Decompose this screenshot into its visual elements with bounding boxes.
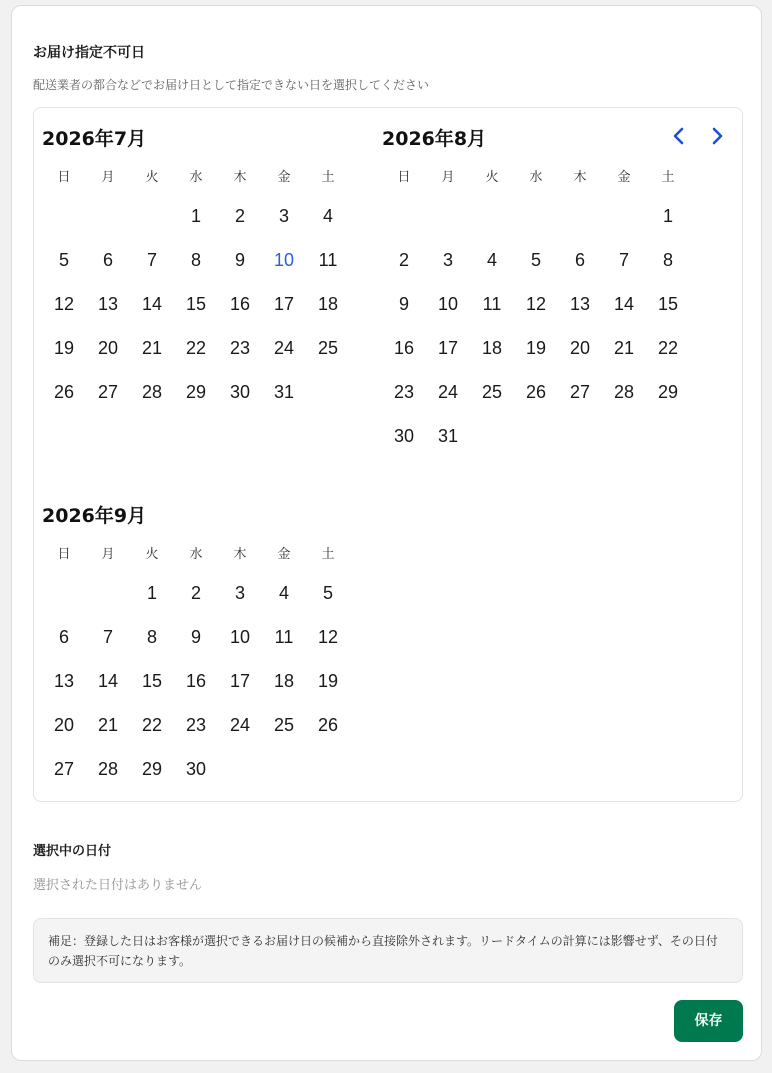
day-cell[interactable]: 6 [102, 250, 113, 270]
day-cell[interactable]: 1 [146, 583, 157, 603]
day-cell[interactable]: 4 [278, 583, 289, 603]
weekday-label: 月 [441, 170, 455, 185]
month-title: 2026年7月 [42, 128, 147, 150]
day-cell[interactable]: 13 [569, 294, 591, 314]
selected-dates-title: 選択中の日付 [33, 844, 112, 859]
day-cell[interactable]: 26 [53, 382, 75, 402]
day-cell[interactable]: 25 [481, 382, 503, 402]
save-button[interactable]: 保存 [674, 1000, 743, 1042]
weekday-label: 日 [397, 170, 411, 185]
day-cell[interactable]: 27 [53, 759, 75, 779]
day-cell[interactable]: 18 [317, 294, 339, 314]
day-cell[interactable]: 29 [657, 382, 679, 402]
day-cell[interactable]: 8 [146, 627, 157, 647]
month-title: 2026年8月 [382, 128, 487, 150]
note-box [33, 918, 743, 983]
day-cell[interactable]: 31 [273, 382, 295, 402]
day-cell[interactable]: 18 [481, 338, 503, 358]
section-title: お届け指定不可日 [33, 45, 145, 61]
day-cell[interactable]: 22 [141, 715, 163, 735]
day-cell[interactable]: 9 [234, 250, 245, 270]
day-cell[interactable]: 2 [398, 250, 409, 270]
day-cell[interactable]: 3 [278, 206, 289, 226]
day-cell[interactable]: 28 [141, 382, 163, 402]
day-cell[interactable]: 30 [393, 426, 415, 446]
day-cell[interactable]: 1 [662, 206, 673, 226]
day-cell[interactable]: 1 [190, 206, 201, 226]
day-cell[interactable]: 9 [398, 294, 409, 314]
day-cell[interactable]: 16 [229, 294, 251, 314]
day-cell[interactable]: 17 [437, 338, 459, 358]
day-cell[interactable]: 10 [273, 250, 295, 270]
day-cell[interactable]: 16 [185, 671, 207, 691]
day-cell[interactable]: 3 [234, 583, 245, 603]
day-cell[interactable]: 14 [141, 294, 163, 314]
day-cell[interactable]: 14 [613, 294, 635, 314]
day-cell[interactable]: 29 [185, 382, 207, 402]
day-cell[interactable]: 27 [569, 382, 591, 402]
day-cell[interactable]: 5 [58, 250, 69, 270]
calendar-panel [33, 107, 743, 802]
day-cell[interactable]: 12 [317, 627, 339, 647]
day-cell[interactable]: 4 [322, 206, 333, 226]
day-cell[interactable]: 9 [190, 627, 201, 647]
day-cell[interactable]: 3 [442, 250, 453, 270]
day-cell[interactable]: 19 [525, 338, 547, 358]
weekday-header [42, 166, 350, 186]
weekday-label: 日 [57, 547, 71, 562]
day-cell[interactable]: 20 [53, 715, 75, 735]
day-cell[interactable]: 24 [229, 715, 251, 735]
day-cell[interactable]: 26 [317, 715, 339, 735]
weekday-label: 日 [57, 170, 71, 185]
month-title: 2026年9月 [42, 505, 147, 527]
day-cell[interactable]: 21 [141, 338, 163, 358]
day-cell[interactable]: 23 [393, 382, 415, 402]
day-cell[interactable]: 18 [273, 671, 295, 691]
day-cell[interactable]: 4 [486, 250, 497, 270]
weekday-label: 月 [101, 547, 115, 562]
next-month-button[interactable] [703, 124, 731, 152]
day-cell[interactable]: 27 [97, 382, 119, 402]
day-cell[interactable]: 13 [53, 671, 75, 691]
day-cell[interactable]: 15 [657, 294, 679, 314]
day-cell[interactable]: 24 [273, 338, 295, 358]
day-cell[interactable]: 30 [229, 382, 251, 402]
section-description: 配送業者の都合などでお届け日として指定できない日を選択してください [33, 78, 430, 92]
note-text: 補足：登録した日はお客様が選択できるお届け日の候補から直接除外されます。リードタイムの計算には影響せず、その日付のみ選択不可になります。 [48, 934, 718, 968]
day-cell[interactable]: 12 [525, 294, 547, 314]
day-cell[interactable]: 19 [53, 338, 75, 358]
day-cell[interactable]: 31 [437, 426, 459, 446]
day-cell[interactable]: 22 [185, 338, 207, 358]
day-cell[interactable]: 10 [229, 627, 251, 647]
day-cell[interactable]: 5 [322, 583, 333, 603]
day-cell[interactable]: 8 [190, 250, 201, 270]
day-cell[interactable]: 10 [437, 294, 459, 314]
day-cell[interactable]: 6 [58, 627, 69, 647]
weekday-label: 金 [277, 547, 291, 562]
day-cell[interactable]: 7 [146, 250, 157, 270]
weekday-label: 木 [573, 170, 587, 185]
weekday-label: 木 [233, 170, 247, 185]
weekday-label: 水 [189, 547, 203, 562]
weekday-label: 月 [101, 170, 115, 185]
weekday-label: 土 [321, 547, 335, 562]
day-cell[interactable]: 20 [97, 338, 119, 358]
day-cell[interactable]: 11 [318, 250, 338, 270]
day-cell[interactable]: 13 [97, 294, 119, 314]
day-cell[interactable]: 5 [530, 250, 541, 270]
weekday-label: 金 [277, 170, 291, 185]
day-cell[interactable]: 30 [185, 759, 207, 779]
weekday-header [42, 543, 350, 563]
day-cell[interactable]: 23 [229, 338, 251, 358]
day-cell[interactable]: 2 [190, 583, 201, 603]
weekday-label: 土 [321, 170, 335, 185]
day-cell[interactable]: 12 [53, 294, 75, 314]
day-cell[interactable]: 15 [141, 671, 163, 691]
weekday-label: 水 [529, 170, 543, 185]
day-cell[interactable]: 21 [97, 715, 119, 735]
day-cell[interactable]: 8 [662, 250, 673, 270]
day-cell[interactable]: 28 [613, 382, 635, 402]
day-cell[interactable]: 24 [437, 382, 459, 402]
day-cell[interactable]: 22 [657, 338, 679, 358]
day-cell[interactable]: 14 [97, 671, 119, 691]
day-cell[interactable]: 11 [274, 627, 294, 647]
weekday-header [382, 166, 690, 186]
settings-card [11, 5, 762, 1061]
weekday-label: 火 [145, 547, 159, 562]
day-cell[interactable]: 17 [273, 294, 295, 314]
day-cell[interactable]: 16 [393, 338, 415, 358]
day-cell[interactable]: 15 [185, 294, 207, 314]
day-cell[interactable]: 6 [574, 250, 585, 270]
prev-month-button[interactable] [665, 124, 693, 152]
weekday-label: 火 [485, 170, 499, 185]
day-cell[interactable]: 25 [317, 338, 339, 358]
day-cell[interactable]: 17 [229, 671, 251, 691]
day-cell[interactable]: 29 [141, 759, 163, 779]
day-cell[interactable]: 26 [525, 382, 547, 402]
chevron-left-icon [672, 127, 686, 149]
weekday-label: 土 [661, 170, 675, 185]
weekday-label: 木 [233, 547, 247, 562]
day-cell[interactable]: 20 [569, 338, 591, 358]
day-cell[interactable]: 25 [273, 715, 295, 735]
day-cell[interactable]: 19 [317, 671, 339, 691]
day-cell[interactable]: 28 [97, 759, 119, 779]
day-cell[interactable]: 7 [618, 250, 629, 270]
day-cell[interactable]: 7 [102, 627, 113, 647]
weekday-label: 金 [617, 170, 631, 185]
day-cell[interactable]: 11 [482, 294, 502, 314]
weekday-label: 火 [145, 170, 159, 185]
selected-dates-empty: 選択された日付はありません [33, 878, 203, 893]
day-cell[interactable]: 23 [185, 715, 207, 735]
chevron-right-icon [710, 127, 724, 149]
day-cell[interactable]: 2 [234, 206, 245, 226]
weekday-label: 水 [189, 170, 203, 185]
day-cell[interactable]: 21 [613, 338, 635, 358]
